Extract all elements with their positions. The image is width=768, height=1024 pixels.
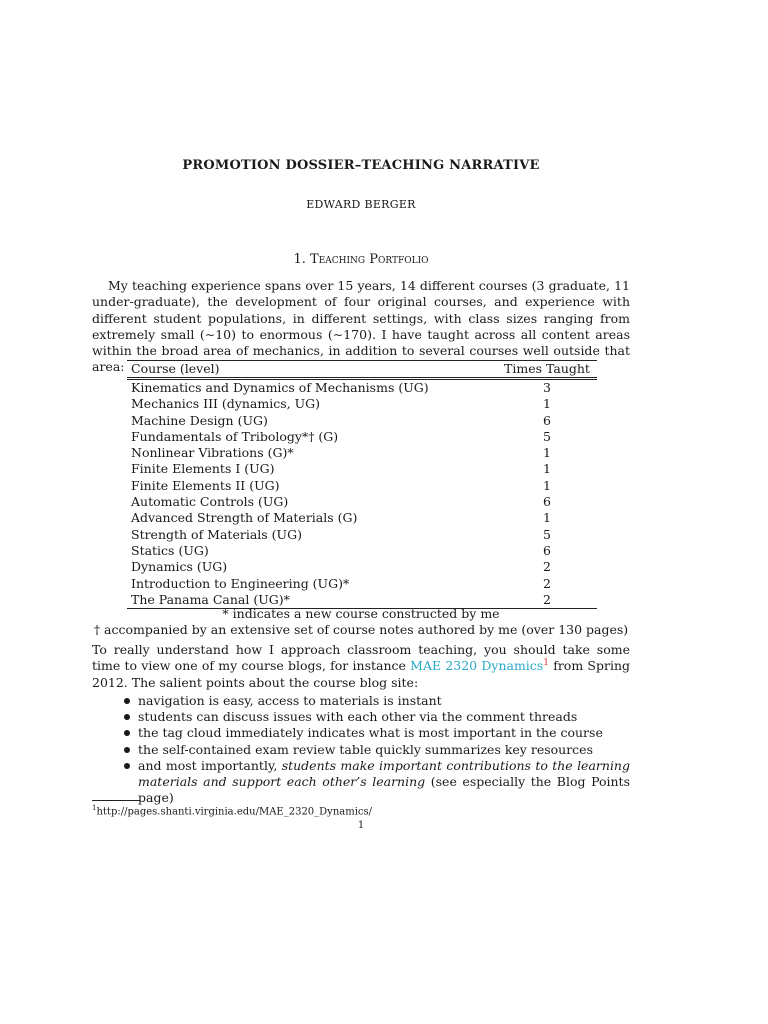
list-item-text: the self-contained exam review table quickly summarizes key resources [138,741,593,757]
blog-paragraph [92,642,630,691]
bullet-icon [124,714,130,720]
times-cell: 2 [543,575,551,591]
blog-features-list [120,693,630,806]
list-item-text: and most importantly, [138,757,282,773]
course-cell: Strength of Materials (UG) [131,526,302,542]
author-name: EDWARD BERGER [306,198,416,211]
times-cell: 2 [497,592,597,609]
table-row [127,379,597,397]
course-cell: Finite Elements I (UG) [131,461,275,477]
course-cell: Finite Elements II (UG) [131,477,280,493]
footnote-marker[interactable]: 1 [543,658,549,669]
list-item [120,758,630,807]
times-cell: 1 [543,461,551,477]
list-item [120,725,630,741]
course-cell: Kinematics and Dynamics of Mechanisms (UG) [131,380,429,395]
course-cell: Introduction to Engineering (UG)* [131,575,350,591]
table-row [127,445,597,461]
times-cell: 3 [543,380,551,395]
list-item-text: students can discuss issues with each other via the comment threads [138,709,578,725]
footnote-rule [92,800,140,801]
section-number: 1. [293,252,306,267]
times-cell: 6 [543,542,551,558]
course-cell: The Panama Canal (UG)* [127,592,497,609]
courses-table [127,360,597,609]
list-item [120,693,630,709]
course-cell: Machine Design (UG) [131,412,268,428]
section-heading [0,252,722,267]
list-item [120,709,630,725]
table-row [127,429,597,445]
table-note-new-course: * indicates a new course constructed by me [222,606,500,621]
list-item [120,742,630,758]
table-header-row [127,361,597,379]
table-row [127,478,597,494]
footnote [92,804,372,817]
section-title: Teaching Portfolio [310,252,429,267]
times-cell: 1 [543,510,551,526]
times-cell: 6 [543,494,551,510]
page-number: 1 [357,820,365,831]
times-cell: 1 [543,477,551,493]
list-item-text: navigation is easy, access to materials is instant [138,693,442,708]
times-cell: 1 [543,396,551,412]
table-row [127,543,597,559]
course-cell: Statics (UG) [131,542,209,558]
table-row [127,413,597,429]
table-row [127,510,597,526]
column-header-times: Times Taught [497,361,597,379]
table-row [127,396,597,412]
table-row [127,559,597,575]
intro-text: My teaching experience spans over 15 years, 14 different courses (3 graduate, 11 under-graduate), the development of four original courses, and experience with different student populations, in different settings, with class sizes ranging from extremely small (∼10) to enormous (∼170). I have taught across all content areas within the broad area of mechanics, in addition to several courses well outside that area: [92,278,630,375]
course-cell: Mechanics III (dynamics, UG) [131,396,320,412]
list-item-emphasis: students make important contributions to the learning materials and support each other’s learning [138,757,630,790]
course-cell: Nonlinear Vibrations (G)* [131,445,294,461]
table-row [127,527,597,543]
course-cell: Fundamentals of Tribology*† (G) [131,428,339,444]
table-note-course-notes: † accompanied by an extensive set of course notes authored by me (over 130 pages) [93,622,629,637]
column-header-course: Course (level) [127,361,497,379]
footnote-url[interactable]: http://pages.shanti.virginia.edu/MAE_2320_Dynamics/ [96,806,373,818]
list-item-text-end: (see especially the Blog Points page) [138,774,630,806]
blog-text-before: To really understand how I approach classroom teaching, you should take some time to view one of my course blogs, for instance [92,642,630,674]
bullet-icon [124,698,130,704]
bullet-icon [124,763,130,769]
course-cell: Dynamics (UG) [131,559,228,575]
bullet-icon [124,730,130,736]
times-cell: 5 [543,428,551,444]
bullet-icon [124,747,130,753]
course-cell: Automatic Controls (UG) [131,494,289,510]
table-row [127,494,597,510]
times-cell: 5 [543,526,551,542]
times-cell: 6 [543,412,551,428]
times-cell: 2 [543,559,551,575]
list-item-text: the tag cloud immediately indicates what is most important in the course [138,725,603,741]
footnote-number: 1 [92,804,97,812]
blog-text-after: from Spring 2012. The salient points about the course blog site: [92,658,631,690]
table-row [127,576,597,592]
course-cell: Advanced Strength of Materials (G) [131,510,358,526]
document-title: PROMOTION DOSSIER–TEACHING NARRATIVE [182,158,540,173]
course-blog-link[interactable]: MAE 2320 Dynamics [410,658,544,674]
table-row [127,461,597,477]
times-cell: 1 [543,445,551,461]
